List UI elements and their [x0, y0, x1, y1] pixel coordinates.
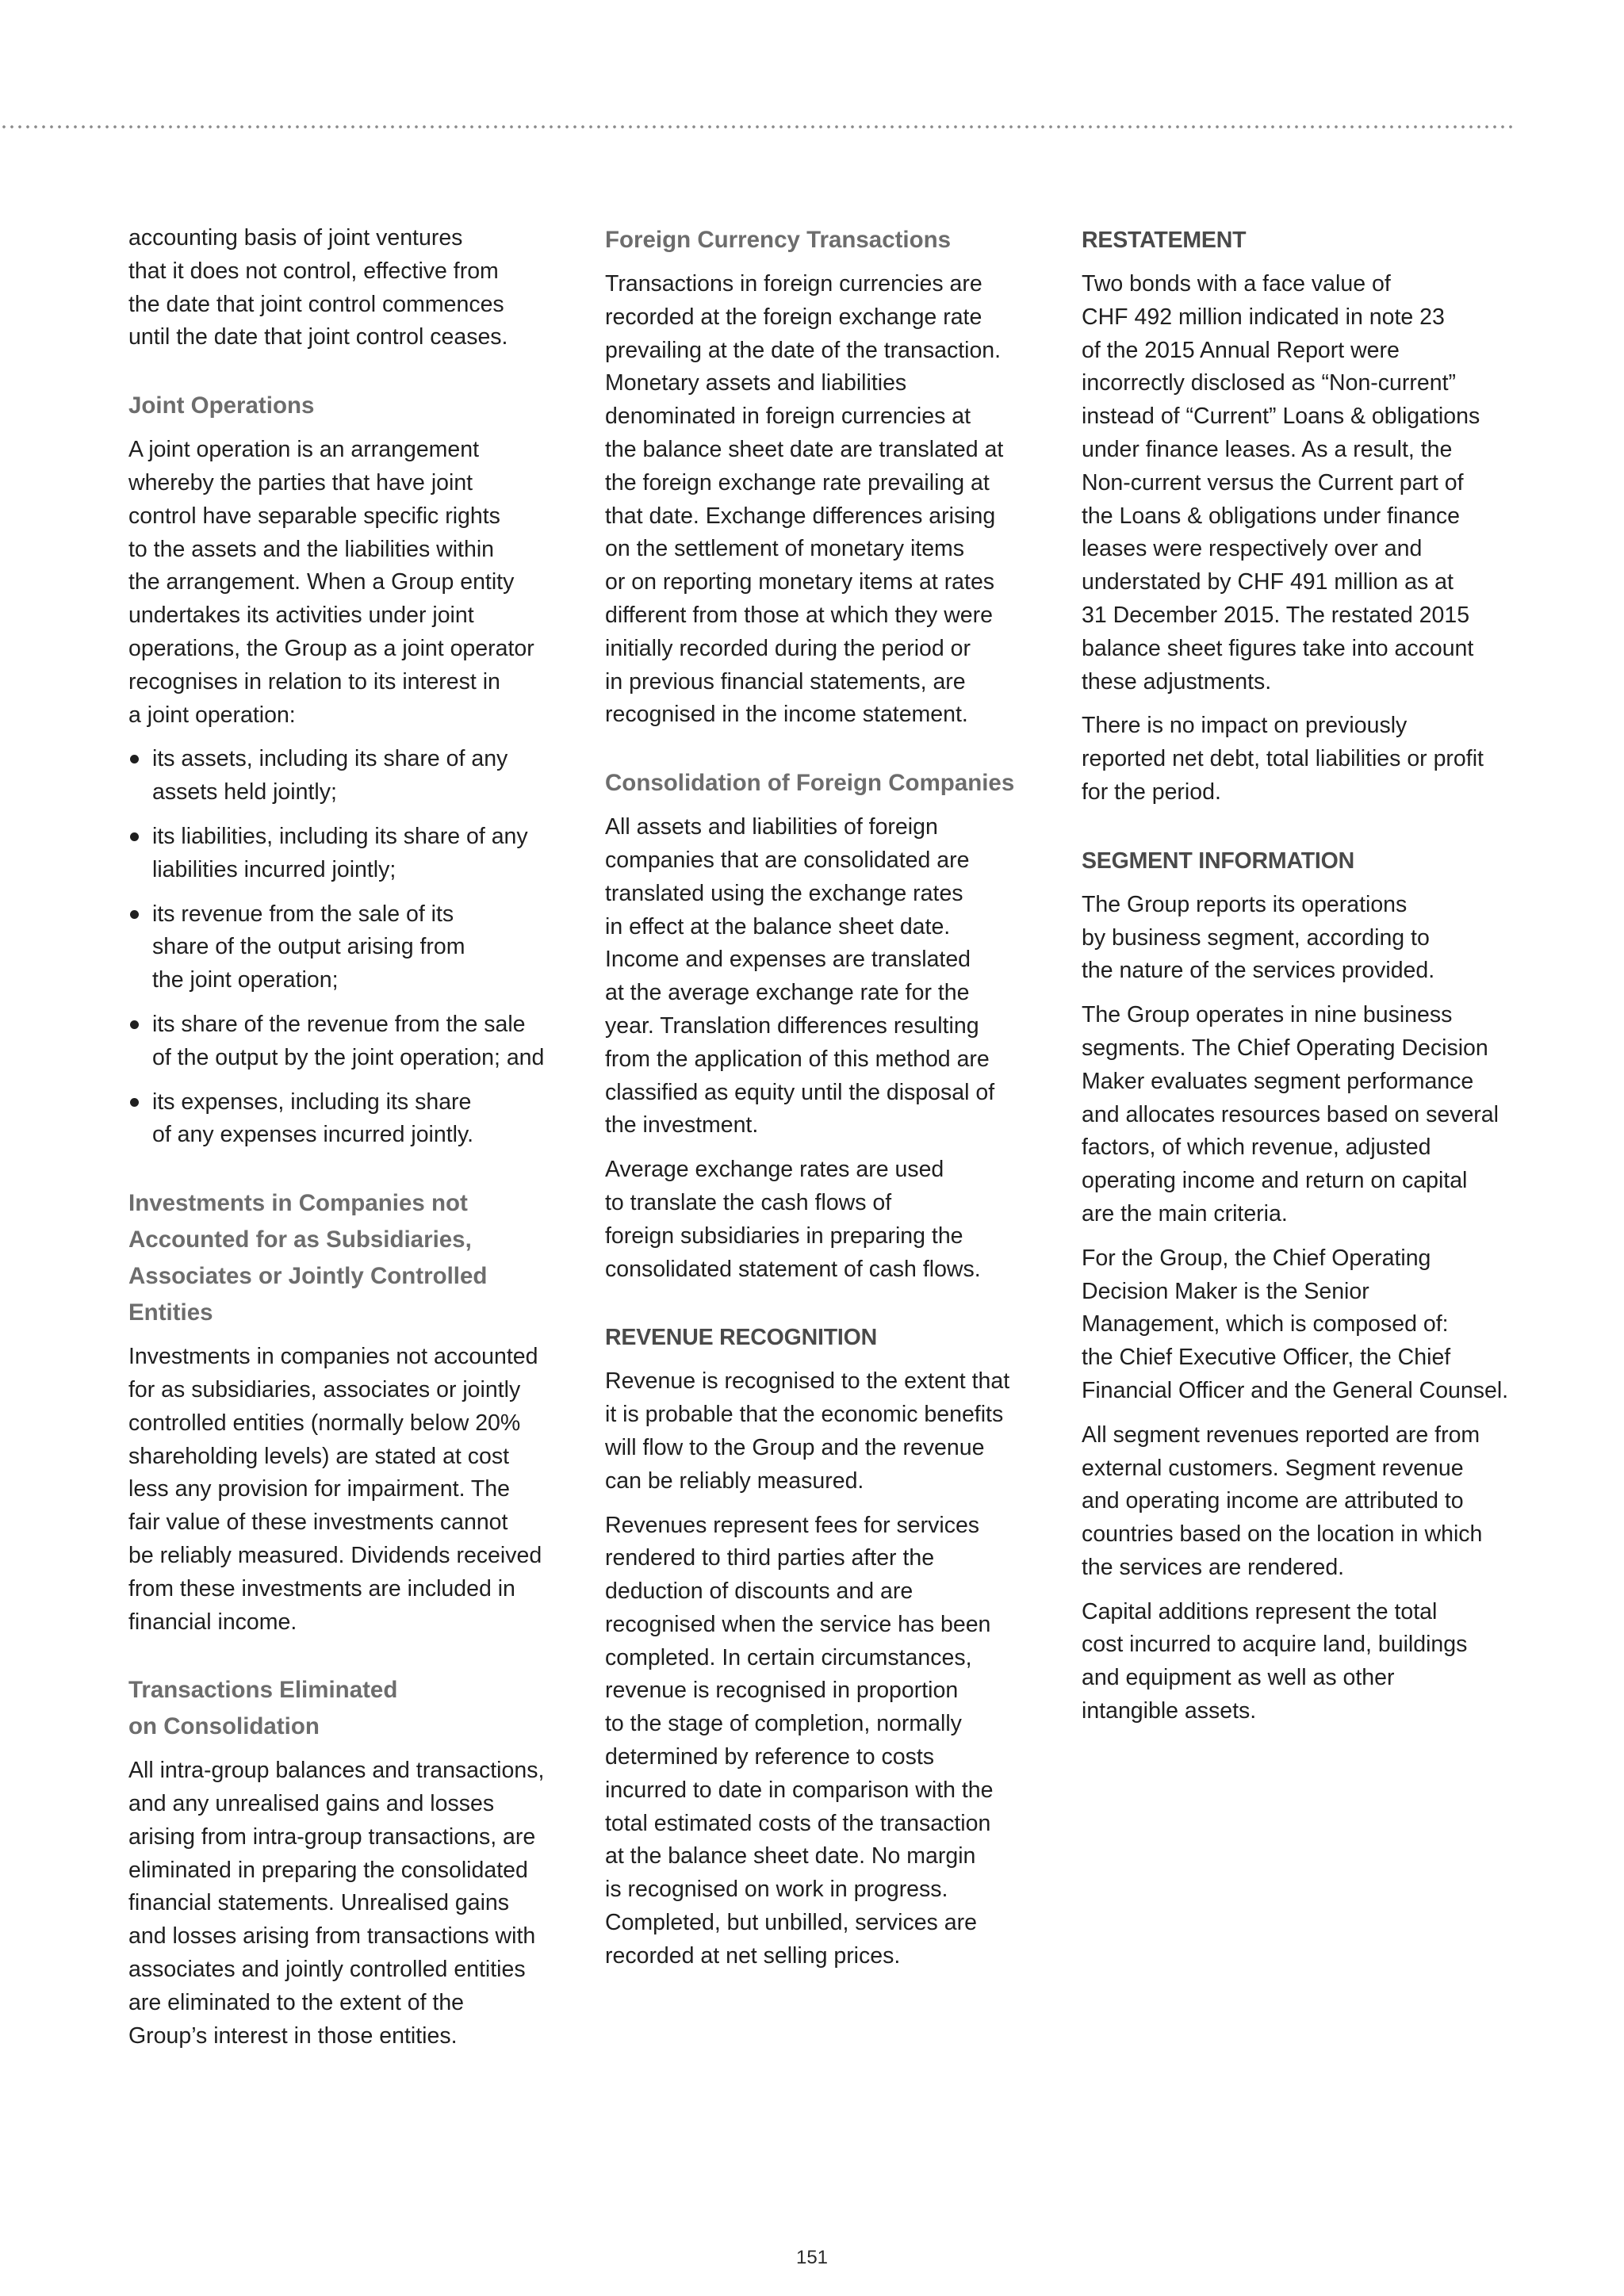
dotted-header-rule	[0, 124, 1515, 129]
consolidation-paragraph-1: All assets and liabilities of foreign companies that are consolidated are translated using the exchange rates in effect at the balance sheet date. Income and expenses are translated at the average exchange rate for the year. Translation differences resulting from the application of this method are classified as equity until the disposal of the investment.	[605, 814, 995, 1138]
investments-heading: Investments in Companies not Accounted for as Subsidiaries, Associates or Jointly Controlled Entities	[128, 1190, 488, 1326]
bullet-item: its revenue from the sale of its share of the output arising from the joint operation;	[128, 898, 573, 997]
revenue-recognition-heading: REVENUE RECOGNITION	[605, 1325, 877, 1351]
revenue-paragraph-1: Revenue is recognised to the extent that it is probable that the economic benefits will flow to the Group and the revenue can be reliably measured.	[605, 1368, 1010, 1494]
joint-operations-heading: Joint Operations	[128, 392, 315, 419]
joint-operations-paragraph: A joint operation is an arrangement whereby the parties that have joint control have separable specific rights to the assets and the liabilities within the arrangement. When a Group entity undertakes its activities under joint operations, the Group as a joint operator recognises in relation to its interest in a joint operation:	[128, 437, 534, 728]
segment-paragraph-4: All segment revenues reported are from external customers. Segment revenue and operating income are attributed to countries based on the location in which the services are rendered.	[1082, 1422, 1483, 1580]
joint-operations-bullet-list	[128, 743, 573, 1152]
column-middle	[605, 222, 1049, 1984]
consolidation-paragraph-2: Average exchange rates are used to translate the cash flows of foreign subsidiaries in preparing the consolidated statement of cash flows.	[605, 1157, 981, 1282]
restatement-heading: RESTATEMENT	[1082, 228, 1247, 253]
restatement-paragraph-1: Two bonds with a face value of CHF 492 million indicated in note 23 of the 2015 Annual Report were incorrectly disclosed as “Non-current” instead of “Current” Loans & obligations under finance leases. As a result, the Non-current versus the Current part of the Loans & obligations under finance leases were respectively over and understated by CHF 491 million as at 31 December 2015. The restated 2015 balance sheet figures take into account these adjustments.	[1082, 271, 1480, 695]
foreign-currency-heading: Foreign Currency Transactions	[605, 227, 952, 253]
column-left	[128, 222, 573, 2064]
segment-paragraph-5: Capital additions represent the total cost incurred to acquire land, buildings and equipment as well as other intangible assets.	[1082, 1598, 1468, 1724]
transactions-eliminated-heading: Transactions Eliminated on Consolidation	[128, 1677, 398, 1740]
segment-paragraph-2: The Group operates in nine business segments. The Chief Operating Decision Maker evaluates segment performance and allocates resources based on several factors, of which revenue, adjusted operating income and return on capital are the main criteria.	[1082, 1002, 1499, 1226]
segment-paragraph-3: For the Group, the Chief Operating Decision Maker is the Senior Management, which is composed of: the Chief Executive Officer, the Chief Financial Officer and the General Counsel.	[1082, 1245, 1509, 1403]
column-right	[1082, 222, 1526, 1739]
segment-information-heading: SEGMENT INFORMATION	[1082, 848, 1354, 874]
page-number: 151	[795, 2247, 829, 2268]
bullet-item: its liabilities, including its share of any liabilities incurred jointly;	[128, 821, 573, 887]
consolidation-heading: Consolidation of Foreign Companies	[605, 770, 1015, 797]
bullet-item: its share of the revenue from the sale of the output by the joint operation; and	[128, 1008, 573, 1075]
investments-paragraph: Investments in companies not accounted for as subsidiaries, associates or jointly controlled entities (normally below 20% shareholding levels) are stated at cost less any provision for impairment. The fair value of these investments cannot be reliably measured. Dividends received from these investments are included in financial income.	[128, 1344, 542, 1635]
transactions-eliminated-paragraph: All intra-group balances and transactions, and any unrealised gains and losses arising from intra-group transactions, are eliminated in preparing the consolidated financial statements. Unrealised gains and losses arising from transactions with associates and jointly controlled entities are eliminated to the extent of the Group’s interest in those entities.	[128, 1758, 545, 2049]
foreign-currency-paragraph: Transactions in foreign currencies are recorded at the foreign exchange rate prevailing at the date of the transaction. Monetary assets and liabilities denominated in foreign currencies at the balance sheet date are translated at the foreign exchange rate prevailing at that date. Exchange differences arising on the settlement of monetary items or on reporting monetary items at rates different from those at which they were initially recorded during the period or in previous financial statements, are recognised in the income statement.	[605, 271, 1004, 728]
restatement-paragraph-2: There is no impact on previously reported net debt, total liabilities or profit for the period.	[1082, 713, 1484, 805]
intro-paragraph: accounting basis of joint ventures that it does not control, effective from the date that joint control commences until the date that joint control ceases.	[128, 225, 508, 350]
segment-paragraph-1: The Group reports its operations by business segment, according to the nature of the services provided.	[1082, 891, 1435, 984]
bullet-item: its assets, including its share of any assets held jointly;	[128, 743, 573, 809]
revenue-paragraph-2: Revenues represent fees for services rendered to third parties after the deduction of discounts and are recognised when the service has been completed. In certain circumstances, revenue is recognised in proportion to the stage of completion, normally determined by reference to costs incurred to date in comparison with the total estimated costs of the transaction at the balance sheet date. No margin is recognised on work in progress. Completed, but unbilled, services are recorded at net selling prices.	[605, 1512, 994, 1969]
bullet-item: its expenses, including its share of any expenses incurred jointly.	[128, 1086, 573, 1153]
